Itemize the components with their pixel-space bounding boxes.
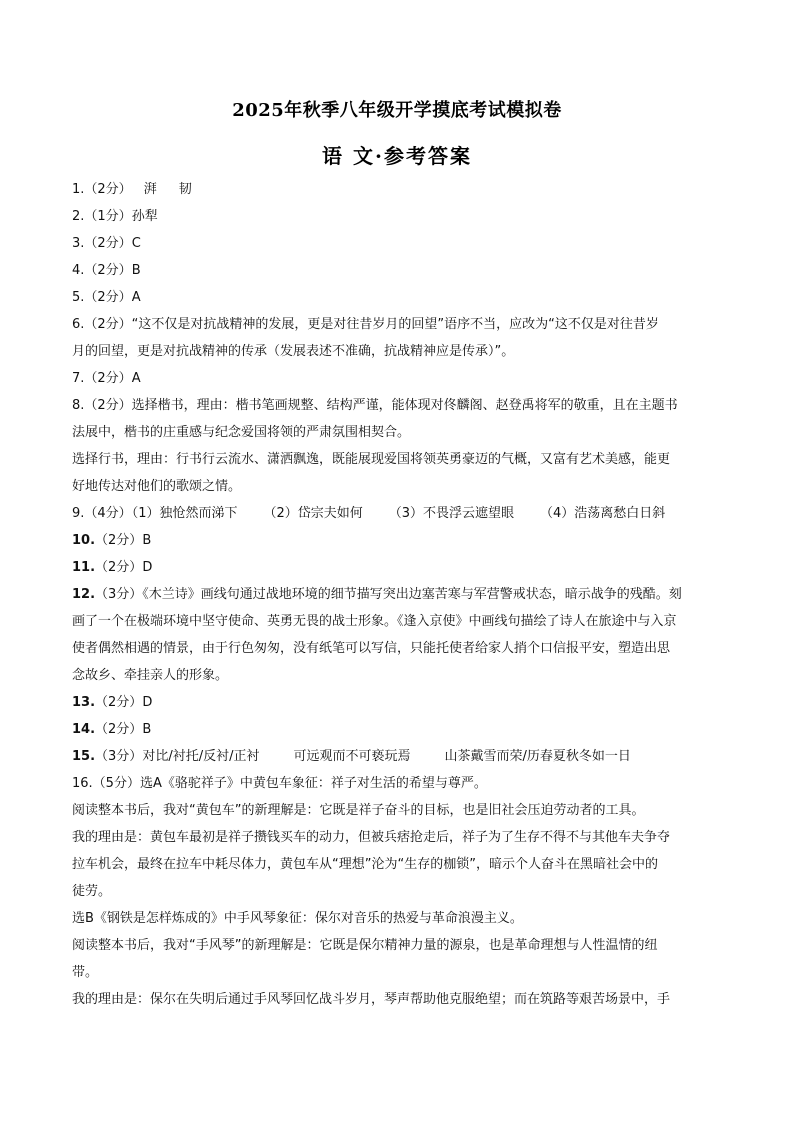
answer-score: （2分） — [95, 722, 143, 737]
answer-q12-line3: 使者偶然相遇的情景，由于行色匆匆，没有纸笔可以写信，只能托使者给家人捎个口信报平安，塑造出思 — [72, 641, 671, 656]
answer-score: （2分） — [95, 695, 143, 710]
answer-number: 7.（2分） — [72, 371, 132, 386]
answer-score: （2分） — [95, 560, 143, 575]
answer-number: 12. — [72, 587, 96, 602]
exam-title: 2025年秋季八年级开学摸底考试模拟卷 — [232, 100, 562, 121]
answer-q6-line2: 月的回望，更是对抗战精神的传承（发展表述不准确，抗战精神应是传承）”。 — [72, 344, 515, 359]
answer-q16-line9: 我的理由是：保尔在失明后通过手风琴回忆战斗岁月，琴声帮助他克服绝望；而在筑路等艰苦场景中，手 — [72, 992, 671, 1007]
answer-part: 山茶戴雪而荣/历春夏秋冬如一日 — [444, 749, 631, 764]
answer-q10 — [72, 527, 724, 554]
answer-part: 对比/衬托/反衬/正衬 — [142, 749, 260, 764]
answer-text: B — [142, 722, 152, 737]
answer-number: 9.（4分） — [72, 506, 132, 521]
answer-q11 — [72, 554, 724, 581]
answer-q16-line3: 我的理由是：黄包车最初是祥子攒钱买车的动力，但被兵痞抢走后，祥子为了生存不得不与其他车夫争夺 — [72, 830, 671, 845]
answer-number: 10. — [72, 533, 96, 548]
answer-number: 15. — [72, 749, 96, 764]
answer-q12-line4: 念故乡、牵挂亲人的形象。 — [72, 668, 229, 683]
answer-part: （4）浩荡离愁白日斜 — [540, 506, 666, 521]
answer-number: 13. — [72, 695, 96, 710]
answer-number: 3.（2分） — [72, 236, 132, 251]
answer-q8-line3: 选择行书，理由：行书行云流水、潇洒飘逸，既能展现爱国将领英勇豪迈的气概，又富有艺术美感，能更 — [72, 452, 671, 467]
answer-score: （3分） — [95, 749, 143, 764]
answer-q16-line7: 阅读整本书后，我对“手风琴”的新理解是：它既是保尔精神力量的源泉，也是革命理想与人性温情的纽 — [72, 938, 658, 953]
answer-text: 孙犁 — [131, 209, 158, 224]
answer-number: 11. — [72, 560, 96, 575]
answer-number: 5.（2分） — [72, 290, 132, 305]
answer-q6-line1: 6.（2分）“这不仅是对抗战精神的发展，更是对往昔岁月的回望”语序不当，应改为“这不仅是对往昔岁 — [72, 317, 659, 332]
answer-q12-line1 — [72, 581, 724, 608]
answer-q9 — [72, 500, 724, 527]
answer-number: 14. — [72, 722, 96, 737]
answer-part: 可远观而不可亵玩焉 — [293, 749, 411, 764]
answer-q16-line2: 阅读整本书后，我对“黄包车”的新理解是：它既是祥子奋斗的目标，也是旧社会压迫劳动者的工具。 — [72, 803, 645, 818]
answer-part: （2）岱宗夫如何 — [263, 506, 363, 521]
answer-q16-line4: 拉车机会，最终在拉车中耗尽体力，黄包车从“理想”沦为“生存的枷锁”，暗示个人奋斗在黑暗社会中的 — [72, 857, 658, 872]
answer-q14 — [72, 716, 724, 743]
answer-part: （3）不畏浮云遮望眼 — [388, 506, 515, 521]
answer-q13 — [72, 689, 724, 716]
answer-q1 — [72, 176, 724, 203]
answer-q4 — [72, 257, 724, 284]
answer-q8-line2: 法展中，楷书的庄重感与纪念爱国将领的严肃氛围相契合。 — [72, 425, 411, 440]
exam-subtitle: 语 文·参考答案 — [322, 144, 472, 168]
answer-text: A — [131, 290, 141, 305]
answer-text: B — [142, 533, 152, 548]
answer-text: 韧 — [178, 182, 192, 197]
answer-score: （2分） — [95, 533, 143, 548]
answer-text: D — [142, 560, 153, 575]
answer-q3 — [72, 230, 724, 257]
answer-q2 — [72, 203, 724, 230]
answer-q16-line5: 徒劳。 — [72, 884, 112, 899]
answer-q16-line1: 16.（5分）选A《骆驼祥子》中黄包车象征：祥子对生活的希望与尊严。 — [72, 776, 487, 791]
answer-q7 — [72, 365, 724, 392]
answer-text: B — [131, 263, 141, 278]
answer-q5 — [72, 284, 724, 311]
answer-q8-line1: 8.（2分）选择楷书，理由：楷书笔画规整、结构严谨，能体现对佟麟阁、赵登禹将军的敬重，且在主题书 — [72, 398, 678, 413]
answer-text: 湃 — [143, 182, 157, 197]
answer-number: 1.（2分） — [72, 182, 132, 197]
answer-part: （1）独怆然而涕下 — [131, 506, 238, 521]
answer-q16-line8: 带。 — [72, 965, 99, 980]
answer-text: C — [131, 236, 141, 251]
answer-list — [72, 176, 724, 1013]
answer-text: （3分）《木兰诗》画线句通过战地环境的细节描写突出边塞苦寒与军营警戒状态，暗示战争的残酷。刻 — [95, 587, 682, 602]
answer-q15 — [72, 743, 724, 770]
answer-number: 4.（2分） — [72, 263, 132, 278]
answer-q8-line4: 好地传达对他们的歌颂之情。 — [72, 479, 242, 494]
answer-number: 2.（1分） — [72, 209, 132, 224]
answer-q12-line2: 画了一个在极端环境中坚守使命、英勇无畏的战士形象。《逢入京使》中画线句描绘了诗人在旅途中与入京 — [72, 614, 677, 629]
answer-q16-line6: 选B《钢铁是怎样炼成的》中手风琴象征：保尔对音乐的热爱与革命浪漫主义。 — [72, 911, 523, 926]
answer-text: D — [142, 695, 153, 710]
answer-text: A — [131, 371, 141, 386]
